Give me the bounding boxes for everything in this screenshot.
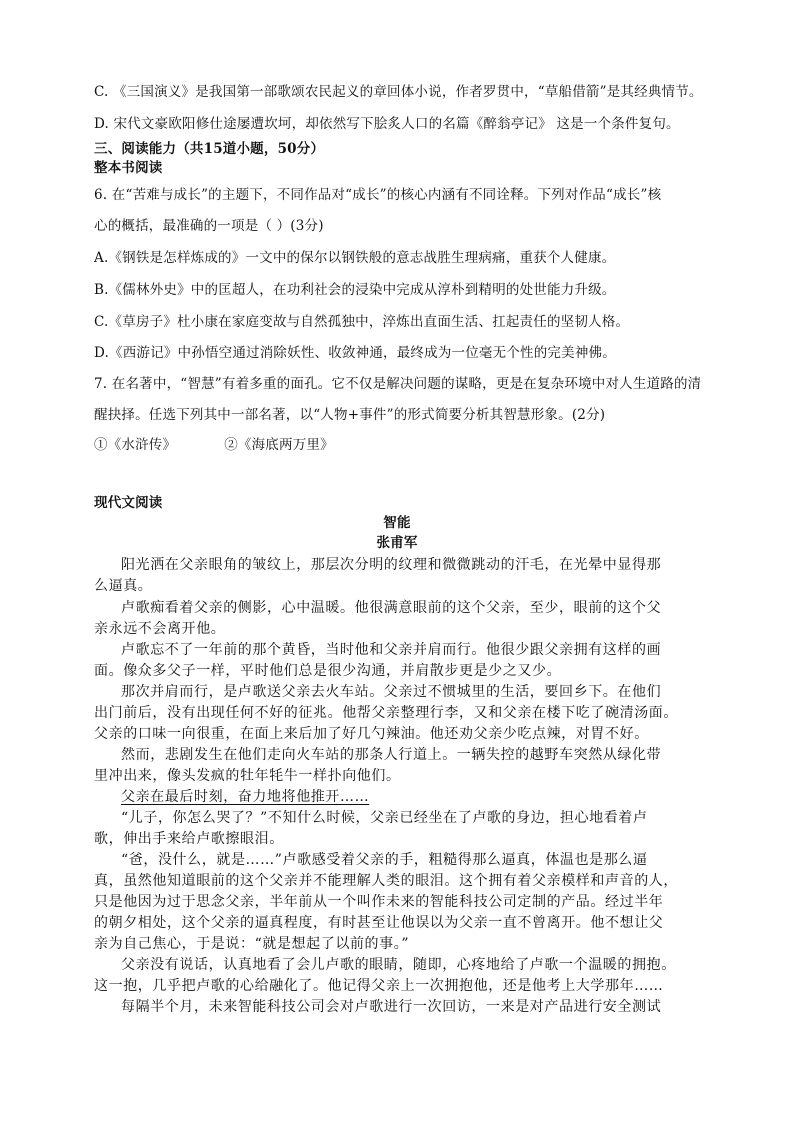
story-line: 然而，悲剧发生在他们走向火车站的那条人行道上。一辆失控的越野车突然从绿化带 <box>121 747 662 763</box>
q6-option-c: C.《草房子》杜小康在家庭变故与自然孤独中，淬炼出直面生活、扛起责任的坚韧人格。 <box>94 314 630 330</box>
subsection-heading: 整本书阅读 <box>94 160 163 176</box>
q7-option-1: ①《水浒传》 <box>94 437 177 453</box>
story-line: 出门前后，没有出现任何不好的征兆。他帮父亲整理行李，又和父亲在楼下吃了碗清汤面。 <box>94 705 678 721</box>
story-title: 智能 <box>383 515 411 531</box>
story-line: 卢歌痴看着父亲的侧影，心中温暖。他很满意眼前的这个父亲，至少，眼前的这个父 <box>121 600 662 616</box>
story-line: 的朝夕相处，这个父亲的逼真程度，有时甚至让他误以为父亲一直不曾离开。他不想让父 <box>94 915 664 931</box>
section-heading: 三、阅读能力（共15道小题，50分） <box>94 141 325 157</box>
q6-option-d: D.《西游记》中孙悟空通过消除妖性、收敛神通，最终成为一位毫无个性的完美神佛。 <box>94 345 616 361</box>
q6-stem-line2: 心的概括，最准确的一项是（ ）(3分) <box>94 218 324 234</box>
story-line: 里冲出来，像头发疯的牡年牦牛一样扑向他们。 <box>94 768 401 784</box>
story-line: 阳光洒在父亲眼角的皱纹上，那层次分明的纹理和微微跳动的汗毛，在光晕中显得那 <box>121 557 662 573</box>
q7-options <box>94 435 334 455</box>
story-line: “爸，没什么，就是……”卢歌感受着父亲的手，粗糙得那么逼真，体温也是那么逼 <box>121 852 648 868</box>
story-line: 那次并肩而行，是卢歌送父亲去火车站。父亲过不惯城里的生活，要回乡下。在他们 <box>121 684 662 700</box>
story-author: 张甫军 <box>376 535 418 551</box>
story-line: 真，虽然他知道眼前的这个父亲并不能理解人类的眼泪。这个拥有着父亲模样和声音的人， <box>94 873 678 889</box>
story-line: 么逼真。 <box>94 578 153 594</box>
story-line: 这一抱，几乎把卢歌的心给融化了。他记得父亲上一次拥抱他，还是他考上大学那年…… <box>94 978 664 994</box>
story-line: 歌，伸出手来给卢歌擦眼泪。 <box>94 831 284 847</box>
q7-option-2: ②《海底两万里》 <box>224 437 334 453</box>
story-line: 面。像众多父子一样，平时他们总是很少沟通，并肩散步更是少之又少。 <box>94 663 562 679</box>
story-line: 每隔半个月，未来智能科技公司会对卢歌进行一次回访，一来是对产品进行安全测试 <box>121 999 662 1015</box>
story-line: “儿子，你怎么哭了？”不知什么时候，父亲已经坐在了卢歌的身边，担心地看着卢 <box>121 810 648 826</box>
story-line: 亲永远不会离开他。 <box>94 621 226 637</box>
story-line: 只是他因为过于思念父亲，半年前从一个叫作未来的智能科技公司定制的产品。经过半年 <box>94 894 664 910</box>
story-line: 亲为自己焦心，于是说：“就是想起了以前的事。” <box>94 936 410 952</box>
q6-stem-line1: 6. 在“苦难与成长”的主题下，不同作品对“成长”的核心内涵有不同诠释。下列对作品“成长”核 <box>94 187 662 203</box>
story-line: 父亲没有说话，认真地看了会儿卢歌的眼睛，随即，心疼地给了卢歌一个温暖的拥抱。 <box>121 957 676 973</box>
option-d-line: D. 宋代文豪欧阳修仕途屡遭坎坷，却依然写下脍炙人口的名篇《醉翁亭记》 这是一个条件复句。 <box>94 116 680 132</box>
q7-stem-line1: 7. 在名著中，“智慧”有着多重的面孔。它不仅是解决问题的谋略，更是在复杂环境中对人生道路的清 <box>94 376 702 392</box>
q7-stem-line2: 醒抉择。任选下列其中一部名著，以“人物+事件”的形式简要分析其智慧形象。(2分) <box>94 407 606 423</box>
story-underlined-line: 父亲在最后时刻，奋力地将他推开…… <box>121 789 370 805</box>
q6-option-b: B.《儒林外史》中的匡超人，在功利社会的浸染中完成从淳朴到精明的处世能力升级。 <box>94 282 616 298</box>
story-line: 父亲的口味一向很重，在面上来后加了好几勺辣油。他还劝父亲少吃点辣，对胃不好。 <box>94 726 649 742</box>
modern-reading-label: 现代文阅读 <box>94 495 163 511</box>
option-c-line: C. 《三国演义》是我国第一部歌颂农民起义的章回体小说，作者罗贯中，“草船借箭”是其经典情节。 <box>94 84 703 100</box>
story-line: 卢歌忘不了一年前的那个黄昏，当时他和父亲并肩而行。他很少跟父亲拥有这样的画 <box>121 642 662 658</box>
q6-option-a: A.《钢铁是怎样炼成的》一文中的保尔以钢铁般的意志战胜生理病痛，重获个人健康。 <box>94 250 616 266</box>
